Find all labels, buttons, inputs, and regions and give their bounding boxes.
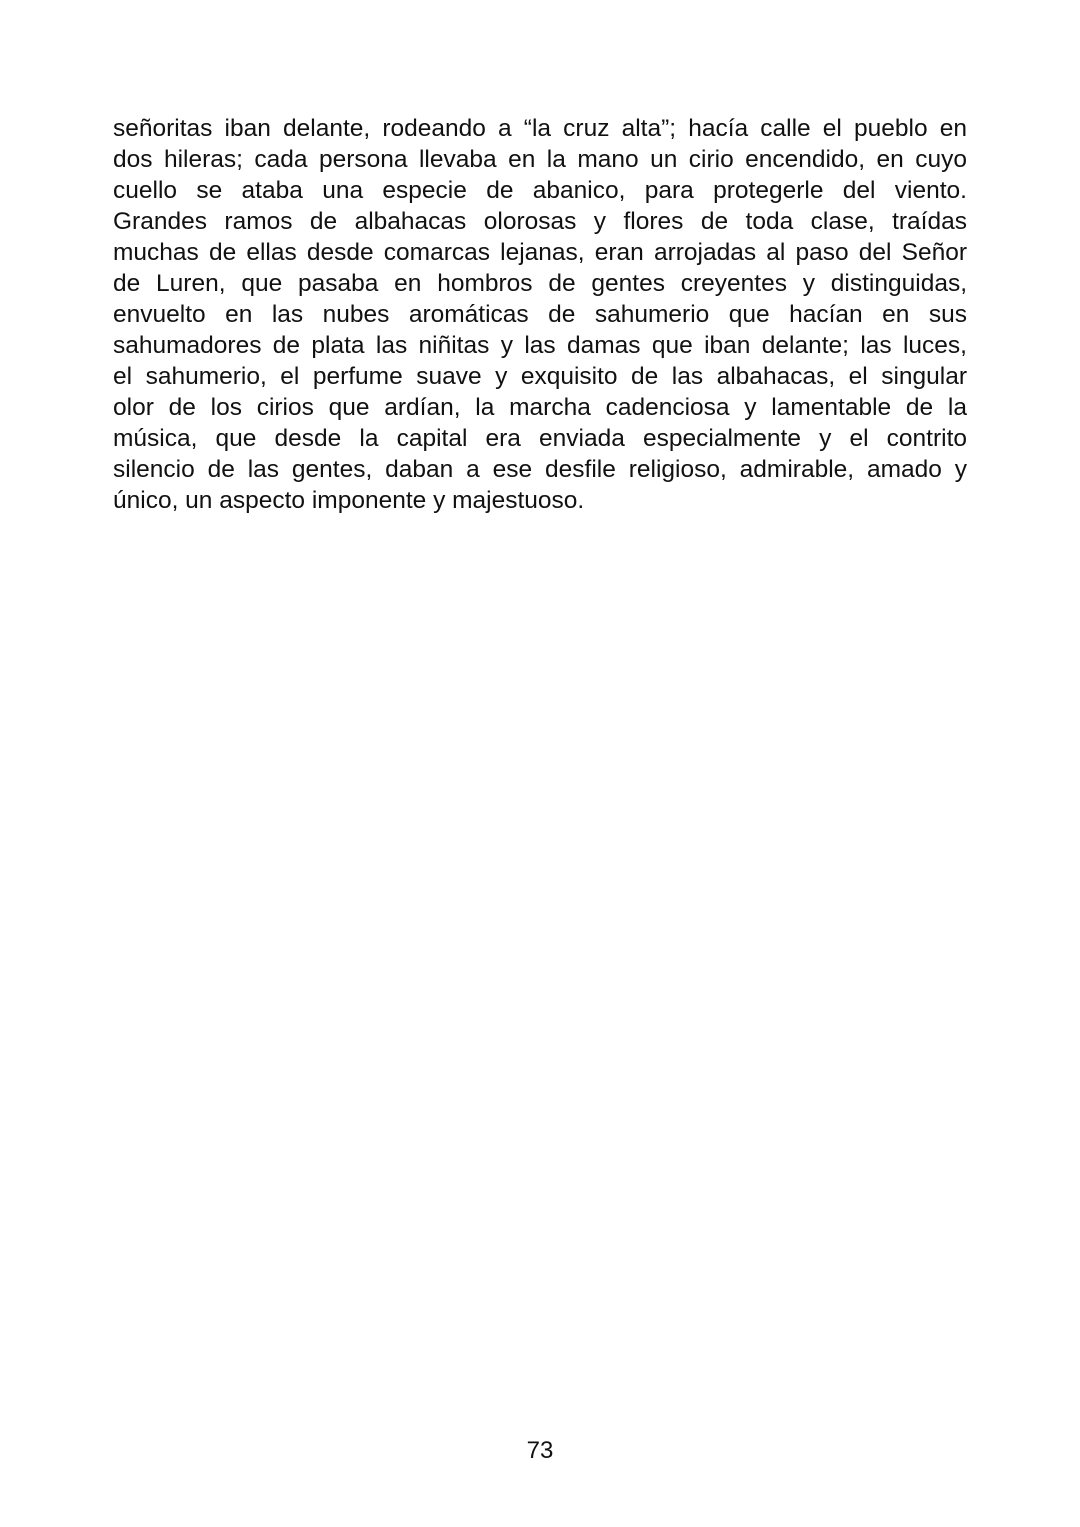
page-number: 73 [526,1437,554,1464]
paragraph-line: de Luren, que pasaba en hombros de gentes creyentes y distinguidas, [113,270,967,297]
paragraph-line: Grandes ramos de albahacas olorosas y flores de toda clase, traídas [113,208,967,235]
paragraph-line: música, que desde la capital era enviada especialmente y el contrito [113,425,967,452]
paragraph-line: único, un aspecto imponente y majestuoso. [113,487,585,514]
paragraph-line: sahumadores de plata las niñitas y las damas que iban delante; las luces, [113,332,967,359]
paragraph-line: cuello se ataba una especie de abanico, para protegerle del viento. [113,177,967,204]
paragraph-line: envuelto en las nubes aromáticas de sahumerio que hacían en sus [113,301,967,328]
paragraph-line: olor de los cirios que ardían, la marcha cadenciosa y lamentable de la [113,394,967,421]
paragraph-line: dos hileras; cada persona llevaba en la mano un cirio encendido, en cuyo [113,146,967,173]
body-paragraph [113,113,967,516]
paragraph-line: silencio de las gentes, daban a ese desfile religioso, admirable, amado y [113,456,967,483]
paragraph-line: señoritas iban delante, rodeando a “la cruz alta”; hacía calle el pueblo en [113,115,967,142]
paragraph-line: el sahumerio, el perfume suave y exquisito de las albahacas, el singular [113,363,967,390]
paragraph-line: muchas de ellas desde comarcas lejanas, eran arrojadas al paso del Señor [113,239,967,266]
